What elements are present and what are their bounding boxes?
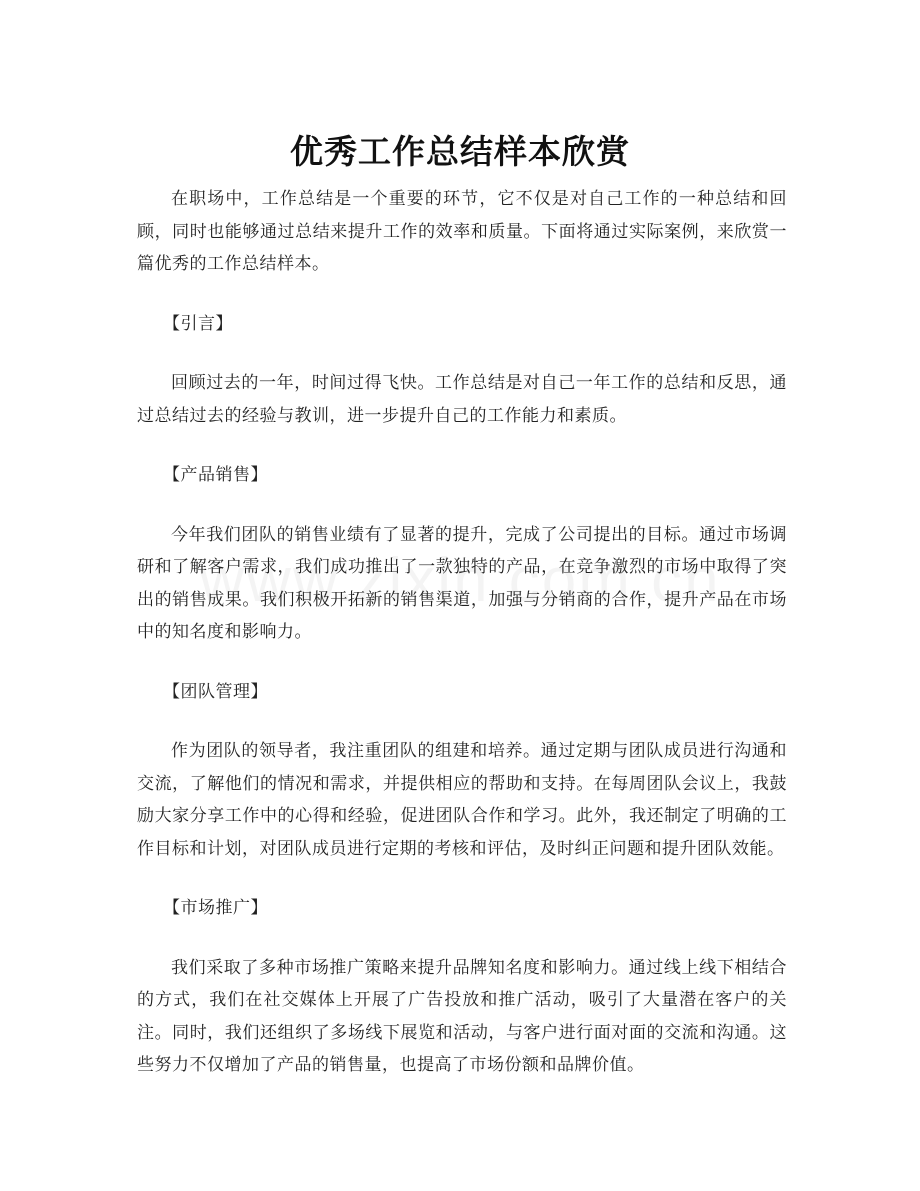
document-title: 优秀工作总结样本欣赏: [290, 132, 630, 172]
section-body-introduction: 回顾过去的一年，时间过得飞快。工作总结是对自己一年工作的总结和反思，通过总结过去的经验与教训，进一步提升自己的工作能力和素质。: [137, 373, 787, 426]
section-body-marketing: 我们采取了多种市场推广策略来提升品牌知名度和影响力。通过线上线下相结合的方式，我们在社交媒体上开展了广告投放和推广活动，吸引了大量潜在客户的关注。同时，我们还组织了多场线下展览和活动，与客户进行面对面的交流和沟通。这些努力不仅增加了产品的销售量，也提高了市场份额和品牌价值。: [137, 957, 787, 1075]
document-body: [137, 183, 787, 1082]
section-heading-marketing: 【市场推广】: [163, 898, 268, 918]
section-heading-team-management: 【团队管理】: [163, 681, 268, 702]
intro-paragraph: 在职场中，工作总结是一个重要的环节，它不仅是对自己工作的一种总结和回顾，同时也能够通过总结来提升工作的效率和质量。下面将通过实际案例，来欣赏一篇优秀的工作总结样本。: [137, 189, 787, 274]
section-body-team-management: 作为团队的领导者，我注重团队的组建和培养。通过定期与团队成员进行沟通和交流，了解他们的情况和需求，并提供相应的帮助和支持。在每周团队会议上，我鼓励大家分享工作中的心得和经验，促进团队合作和学习。此外，我还制定了明确的工作目标和计划，对团队成员进行定期的考核和评估，及时纠正问题和提升团队效能。: [137, 741, 787, 859]
section-heading-introduction: 【引言】: [163, 313, 233, 334]
section-body-product-sales: 今年我们团队的销售业绩有了显著的提升，完成了公司提出的目标。通过市场调研和了解客户需求，我们成功推出了一款独特的产品，在竞争激烈的市场中取得了突出的销售成果。我们积极开拓新的销售渠道，加强与分销商的合作，提升产品在市场中的知名度和影响力。: [137, 524, 787, 642]
section-heading-product-sales: 【产品销售】: [163, 465, 268, 485]
